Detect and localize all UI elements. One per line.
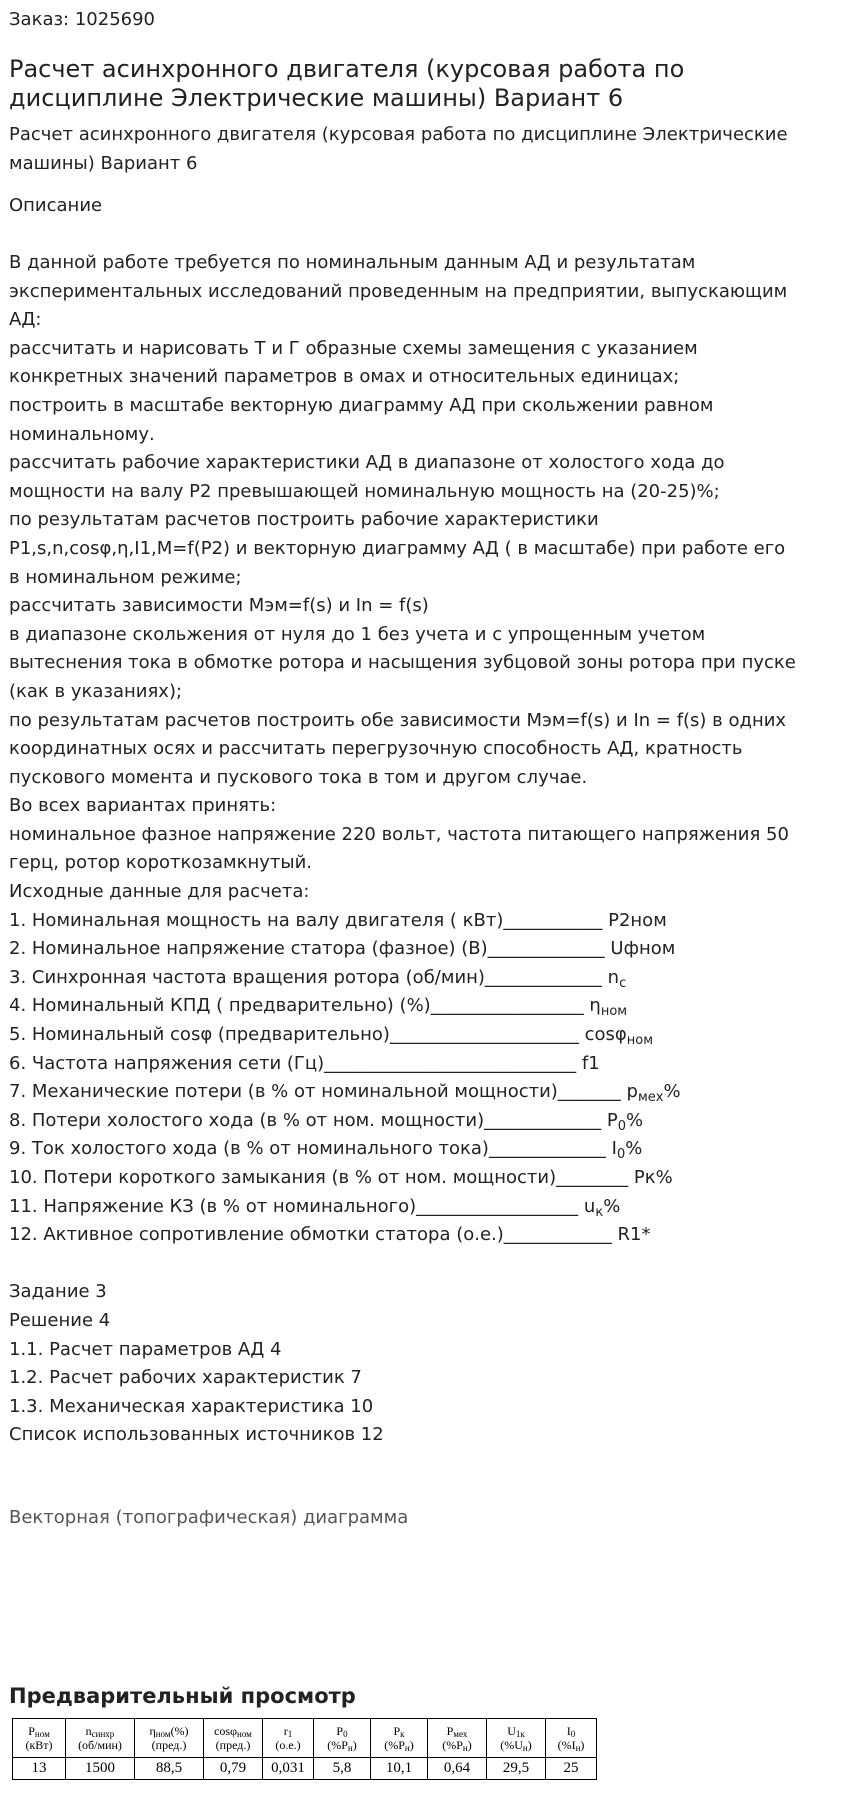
header-unit-text: (%U xyxy=(500,1737,523,1752)
parameter-line xyxy=(9,992,838,1021)
contents-list xyxy=(9,1278,838,1450)
table-value-cell: 5,8 xyxy=(314,1757,371,1779)
header-symbol: r xyxy=(283,1723,288,1738)
header-main xyxy=(430,1724,484,1738)
parameter-symbol-suffix: % xyxy=(663,1081,681,1103)
header-main xyxy=(68,1724,132,1738)
description-line: пускового момента и пускового тока в том и другом случае. xyxy=(9,766,588,788)
parameter-line xyxy=(9,1050,838,1079)
header-unit xyxy=(137,1738,201,1752)
header-symbol: cosφ xyxy=(214,1723,238,1738)
parameter-line xyxy=(9,1078,838,1107)
description-line: (как в указаниях); xyxy=(9,680,183,702)
contents-item: Список использованных источников 12 xyxy=(9,1424,384,1446)
header-unit-text: (%P xyxy=(327,1737,348,1752)
parameter-text: 1. Номинальная мощность на валу двигателя ( кВт)___________ xyxy=(9,909,609,931)
description-line: конкретных значений параметров в омах и относительных единицах; xyxy=(9,366,680,388)
contents-item: Решение 4 xyxy=(9,1309,111,1331)
description-line: Исходные данные для расчета: xyxy=(9,881,310,903)
header-symbol-suffix: (%) xyxy=(170,1723,189,1738)
header-main xyxy=(316,1724,368,1738)
page-title: Расчет асинхронного двигателя (курсовая работа по дисциплине Электрические машины) Вариант 6 xyxy=(9,55,685,112)
parameter-line xyxy=(9,1193,838,1222)
header-unit-subscript: н xyxy=(522,1742,528,1753)
parameter-symbol-subscript: 0 xyxy=(616,1147,626,1163)
header-unit-text: (%I xyxy=(557,1737,576,1752)
header-symbol: P xyxy=(336,1723,344,1738)
description-line: вытеснения тока в обмотке ротора и насыщения зубцовой зоны ротора при пуске xyxy=(9,652,796,674)
header-unit xyxy=(489,1738,543,1752)
header-symbol-subscript: ном xyxy=(155,1728,171,1739)
parameter-line xyxy=(9,1135,838,1164)
table-value-cell: 0,79 xyxy=(204,1757,263,1779)
header-unit xyxy=(430,1738,484,1752)
table-value-cell: 88,5 xyxy=(135,1757,204,1779)
table-header-cell xyxy=(314,1718,371,1757)
header-symbol-subscript: синхр xyxy=(91,1728,115,1739)
preview-heading: Предварительный просмотр xyxy=(9,1683,356,1708)
parameter-line xyxy=(9,1221,838,1250)
table-value-cell: 0,64 xyxy=(428,1757,487,1779)
parameter-line xyxy=(9,964,838,993)
parameter-line xyxy=(9,907,838,936)
description-line: номинальному. xyxy=(9,423,155,445)
header-symbol-subscript: к xyxy=(400,1728,405,1739)
description-line: В данной работе требуется по номинальным данным АД и результатам xyxy=(9,252,696,273)
header-symbol-subscript: 0 xyxy=(570,1728,576,1739)
header-unit-subscript: н xyxy=(347,1742,353,1753)
parameter-line xyxy=(9,1021,838,1050)
table-value-cell: 0,031 xyxy=(263,1757,314,1779)
description-line: экспериментальных исследований проведенным на предприятии, выпускающим xyxy=(9,280,788,302)
parameter-text: 3. Синхронная частота вращения ротора (об/мин)_____________ xyxy=(9,966,608,988)
parameter-symbol: Р2ном xyxy=(608,909,667,931)
parameter-symbol: Uфном xyxy=(610,938,676,960)
parameter-line xyxy=(9,1164,838,1193)
parameter-symbol: Р xyxy=(606,1109,618,1131)
parameter-line xyxy=(9,935,838,964)
table-header-cell xyxy=(371,1718,428,1757)
parameter-symbol-subscript: 0 xyxy=(617,1118,626,1134)
header-symbol: P xyxy=(393,1723,401,1738)
table-value-cell: 25 xyxy=(546,1757,597,1779)
header-main xyxy=(265,1724,311,1738)
description-line: в диапазоне скольжения от нуля до 1 без учета и с упрощенным учетом xyxy=(9,623,706,645)
table-header-cell xyxy=(487,1718,546,1757)
header-symbol: I xyxy=(566,1723,571,1738)
parameter-text: 7. Механические потери (в % от номинальной мощности)_______ xyxy=(9,1081,627,1103)
header-unit-text: (пред.) xyxy=(215,1737,251,1752)
header-symbol-subscript: 1 xyxy=(287,1728,293,1739)
parameter-symbol: Рк% xyxy=(633,1167,673,1188)
description-line: рассчитать зависимости Мэм=f(s) и In = f(s) xyxy=(9,595,429,617)
header-unit xyxy=(265,1738,311,1752)
parameter-symbol-suffix: % xyxy=(603,1195,621,1217)
parameter-symbol: f1 xyxy=(581,1052,600,1074)
parameter-line xyxy=(9,1107,838,1136)
header-symbol: P xyxy=(446,1723,454,1738)
description-line: построить в масштабе векторную диаграмму АД при скольжении равном xyxy=(9,394,714,416)
parameter-symbol-subscript: ном xyxy=(600,1004,628,1020)
header-unit-subscript: н xyxy=(575,1742,581,1753)
header-unit-suffix: ) xyxy=(580,1737,585,1752)
table-header-cell xyxy=(546,1718,597,1757)
order-label: Заказ: xyxy=(9,9,70,30)
parameter-text: 4. Номинальный КПД ( предварительно) (%)_________________ xyxy=(9,995,590,1017)
header-main xyxy=(137,1724,201,1738)
table-value-cell: 29,5 xyxy=(487,1757,546,1779)
parameter-symbol-subscript: мех xyxy=(637,1090,664,1106)
table-header-cell xyxy=(66,1718,135,1757)
parameters-list xyxy=(9,907,838,1250)
description-line: АД: xyxy=(9,309,42,331)
parameter-symbol: р xyxy=(626,1081,638,1103)
parameter-symbol: n xyxy=(607,966,620,988)
preview-table xyxy=(12,1718,597,1780)
preview-table-row xyxy=(13,1757,597,1779)
description-line: Р1,s,n,cosφ,η,I1,M=f(P2) и векторную диаграмму АД ( в масштабе) при работе его xyxy=(9,537,786,559)
header-symbol-subscript: ном xyxy=(34,1728,50,1739)
header-main xyxy=(373,1724,425,1738)
header-unit-suffix: ) xyxy=(527,1737,532,1752)
table-value-cell: 10,1 xyxy=(371,1757,428,1779)
parameter-text: 6. Частота напряжения сети (Гц)____________________________ xyxy=(9,1052,582,1074)
contents-item: 1.2. Расчет рабочих характеристик 7 xyxy=(9,1367,362,1389)
table-value-cell: 1500 xyxy=(66,1757,135,1779)
header-unit-suffix: ) xyxy=(467,1737,472,1752)
table-header-cell xyxy=(428,1718,487,1757)
header-unit-subscript: н xyxy=(462,1742,468,1753)
parameter-text: 11. Напряжение КЗ (в % от номинального)__________________ xyxy=(9,1195,584,1217)
header-unit xyxy=(548,1738,594,1752)
header-unit-subscript: н xyxy=(404,1742,410,1753)
header-main xyxy=(206,1724,260,1738)
description-line: по результатам расчетов построить обе зависимости Мэм=f(s) и In = f(s) в одних xyxy=(9,709,787,731)
header-unit-text: (пред.) xyxy=(151,1737,187,1752)
parameter-symbol: I xyxy=(611,1138,617,1160)
page-subtitle: Расчет асинхронного двигателя (курсовая работа по дисциплине Электрические машины) Вариант 6 xyxy=(9,124,788,174)
header-unit xyxy=(373,1738,425,1752)
header-unit xyxy=(68,1738,132,1752)
contents-item: Задание 3 xyxy=(9,1281,107,1303)
header-unit xyxy=(316,1738,368,1752)
description-line: рассчитать рабочие характеристики АД в диапазоне от холостого хода до xyxy=(9,452,725,474)
header-main xyxy=(489,1724,543,1738)
header-unit-suffix: ) xyxy=(409,1737,414,1752)
table-header-cell xyxy=(135,1718,204,1757)
header-main xyxy=(15,1724,63,1738)
header-unit-text: (%P xyxy=(442,1737,463,1752)
parameter-text: 5. Номинальный cosφ (предварительно)_____________________ xyxy=(9,1024,585,1046)
order-value: 1025690 xyxy=(74,9,156,30)
parameter-symbol-suffix: % xyxy=(625,1109,644,1131)
parameter-text: 2. Номинальное напряжение статора (фазное) (В)_____________ xyxy=(9,938,611,960)
description-body xyxy=(9,249,838,1450)
description-lines xyxy=(9,249,838,907)
vector-diagram-link[interactable]: Векторная (топографическая) диаграмма xyxy=(9,1506,409,1528)
table-header-cell xyxy=(204,1718,263,1757)
header-symbol-subscript: 1к xyxy=(515,1728,525,1739)
parameter-symbol: cosφ xyxy=(584,1024,627,1046)
header-unit-text: (кВт) xyxy=(25,1737,53,1752)
description-line: герц, ротор короткозамкнутый. xyxy=(9,852,313,874)
parameter-symbol: η xyxy=(589,995,601,1017)
header-unit-suffix: ) xyxy=(352,1737,357,1752)
header-unit-text: (об/мин) xyxy=(78,1737,122,1752)
page xyxy=(0,8,847,1780)
table-header-cell xyxy=(263,1718,314,1757)
parameter-text: 8. Потери холостого хода (в % от ном. мощности)_____________ xyxy=(9,1109,607,1131)
spacer xyxy=(9,1250,838,1279)
header-unit-text: (%P xyxy=(384,1737,405,1752)
parameter-text: 10. Потери короткого замыкания (в % от ном. мощности)________ xyxy=(9,1167,634,1188)
parameter-symbol-subscript: к xyxy=(595,1204,604,1220)
header-symbol: n xyxy=(85,1723,92,1738)
order-number xyxy=(9,8,838,32)
parameter-symbol-suffix: % xyxy=(625,1138,643,1160)
preview-table-header xyxy=(13,1718,597,1757)
description-line: рассчитать и нарисовать Т и Г образные схемы замещения с указанием xyxy=(9,337,698,359)
parameter-symbol-subscript: ном xyxy=(626,1033,654,1049)
parameter-symbol-subscript: с xyxy=(619,975,627,991)
header-symbol-subscript: мех xyxy=(453,1728,468,1739)
description-line: Во всех вариантах принять: xyxy=(9,795,277,817)
parameter-symbol: R1* xyxy=(617,1224,651,1246)
description-line: по результатам расчетов построить рабочие характеристики xyxy=(9,509,599,531)
header-unit-text: (о.е.) xyxy=(275,1737,301,1752)
description-line: координатных осях и рассчитать перегрузочную способность АД, кратность xyxy=(9,738,743,760)
description-line: мощности на валу Р2 превышающей номинальную мощность на (20-25)%; xyxy=(9,480,720,502)
description-line: номинальное фазное напряжение 220 вольт, частота питающего напряжения 50 xyxy=(9,823,789,845)
header-symbol: P xyxy=(28,1723,35,1738)
header-symbol-subscript: ном xyxy=(237,1728,252,1739)
header-main xyxy=(548,1724,594,1738)
header-unit xyxy=(206,1738,260,1752)
description-line: в номинальном режиме; xyxy=(9,566,242,588)
header-symbol: U xyxy=(507,1723,516,1738)
parameter-text: 9. Ток холостого хода (в % от номинального тока)_____________ xyxy=(9,1138,612,1160)
parameter-text: 12. Активное сопротивление обмотки статора (о.е.)____________ xyxy=(9,1224,618,1246)
parameter-symbol: u xyxy=(583,1195,596,1217)
header-unit xyxy=(15,1738,63,1752)
contents-item: 1.3. Механическая характеристика 10 xyxy=(9,1395,374,1417)
table-value-cell: 13 xyxy=(13,1757,66,1779)
description-heading: Описание xyxy=(9,195,103,216)
contents-item: 1.1. Расчет параметров АД 4 xyxy=(9,1338,282,1360)
header-symbol-subscript: 0 xyxy=(343,1728,348,1739)
table-header-cell xyxy=(13,1718,66,1757)
header-symbol: η xyxy=(149,1723,156,1738)
